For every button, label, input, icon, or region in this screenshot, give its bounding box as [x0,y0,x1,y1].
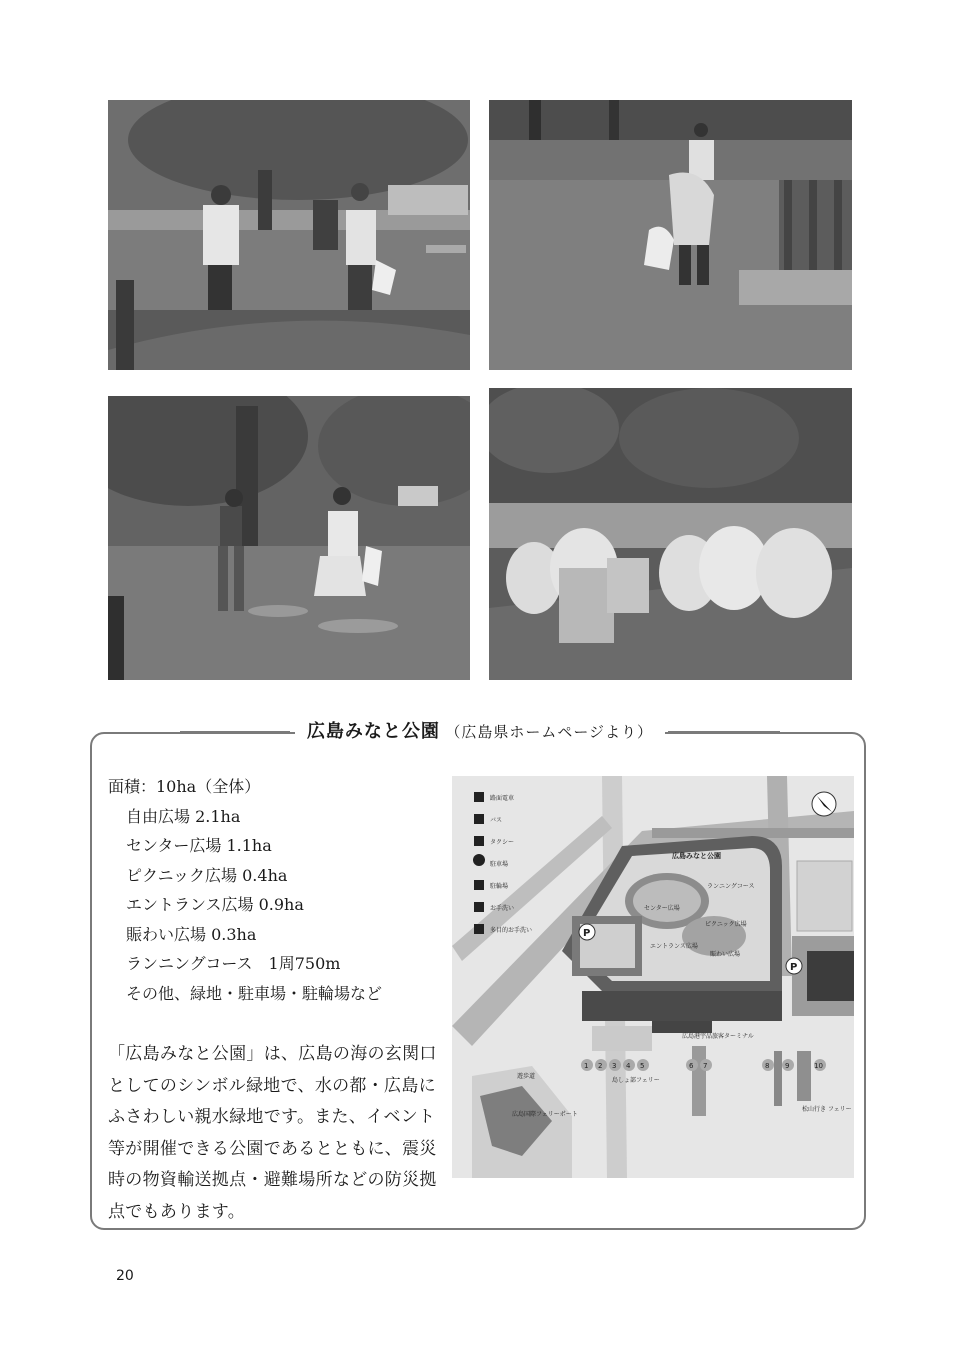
area-item: 賑わい広場 0.3ha [126,924,257,944]
map-terminal: 広島港宇品旅客ターミナル [682,1033,754,1040]
area-item: ピクニック広場 0.4ha [126,865,288,885]
park-description [108,1039,438,1229]
legend-toilet: お手洗い [490,905,515,912]
parking-marker-icon [786,958,802,974]
legend-taxi: タクシー [490,839,515,846]
photo-collected-trash-bags [489,388,852,680]
title-rule-right [668,731,780,733]
park-title: 広島みなと公園 [306,721,440,742]
pier-number: 10 [814,1062,823,1070]
map-park-name: 広島みなと公園 [672,852,721,860]
pier-number: 1 [584,1062,589,1070]
map-picnic-plaza: ピクニック広場 [705,921,747,928]
map-ferry-port: 広島国際フェリーポート [512,1111,578,1118]
pier-number: 2 [598,1062,603,1070]
map-running-course: ランニングコース [707,883,755,890]
north-arrow-icon [812,792,836,816]
legend-parking: 駐車場 [490,861,509,868]
description-line: 「広島みなと公園」は、広島の海の玄関口 [108,1044,437,1064]
area-list [108,772,382,1008]
area-item: 自由広場 2.1ha [126,806,241,826]
svg-text:P: P [790,962,798,973]
photo-cleanup-volunteers-path [108,100,470,370]
photo-cleanup-lawn [489,100,852,370]
map-center-plaza: センター広場 [644,905,680,912]
legend-bicycle-parking: 駐輪場 [490,883,509,890]
legend-tram: 路面電車 [490,795,515,802]
pier-number: 5 [640,1062,645,1070]
area-item: センター広場 1.1ha [126,836,272,855]
pier-number: 7 [703,1062,708,1070]
pier-number: 4 [626,1062,631,1070]
park-title-source: （広島県ホームページより） [445,723,654,741]
map-promenade: 遊歩道 [517,1073,536,1080]
legend-bus: バス [490,817,503,824]
parking-marker-icon [579,924,595,940]
map-matsuyama-ferry: 松山行き フェリー [802,1106,852,1113]
park-map [452,776,854,1178]
area-item: エントランス広場 0.9ha [126,895,304,914]
map-island-ferry: 島しょ部フェリー [612,1077,660,1084]
map-nigiwai-plaza: 賑わい広場 [710,951,741,958]
description-line: ふさわしい親水緑地です。また、イベント [108,1107,436,1128]
pier-number: 3 [612,1062,617,1070]
description-line: 時の物資輸送拠点・避難場所などの防災拠 [108,1170,437,1191]
page-number: 20 [116,1268,134,1284]
title-rule-left [180,731,290,733]
pier-number: 6 [689,1062,694,1070]
pier-number: 9 [785,1062,790,1070]
description-line: 点でもあります。 [108,1201,246,1222]
legend-accessible-toilet: 多目的お手洗い [490,927,533,934]
photo-cleanup-woods [108,396,470,680]
description-line: としてのシンボル緑地で、水の都・広島に [108,1075,436,1096]
pier-number: 8 [765,1062,770,1070]
area-item: その他、緑地・駐車場・駐輪場など [126,983,383,1003]
area-item: ランニングコース 1周750m [126,954,341,973]
pier-numbers [581,1059,826,1071]
description-line: 等が開催できる公園であるとともに、震災 [108,1138,437,1159]
map-entrance-plaza: エントランス広場 [650,943,698,950]
svg-text:P: P [583,928,591,939]
area-total: 面積：10ha（全体） [108,777,261,796]
